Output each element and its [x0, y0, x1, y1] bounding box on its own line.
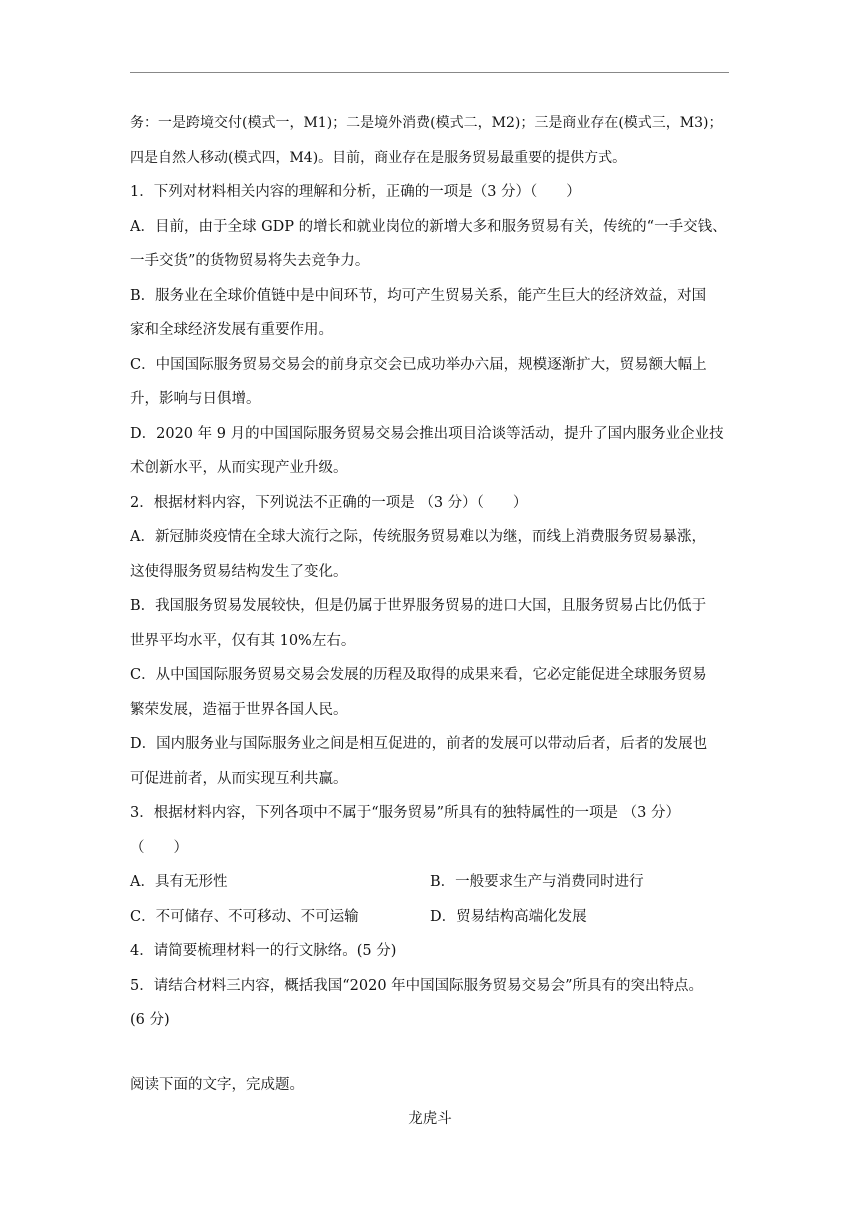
- q3-option-b: B．一般要求生产与消费同时进行: [430, 874, 644, 890]
- header-rule: [130, 72, 729, 73]
- q2-option-b: B．我国服务贸易发展较快，但是仍属于世界服务贸易的进口大国，且服务贸易占比仍低于: [130, 598, 707, 614]
- question-5-cont: (6 分): [130, 1012, 170, 1028]
- question-4: 4．请简要梳理材料一的行文脉络。(5 分): [130, 943, 397, 959]
- q1-option-b-cont: 家和全球经济发展有重要作用。: [130, 322, 333, 338]
- q2-option-c-cont: 繁荣发展，造福于世界各国人民。: [130, 701, 348, 718]
- q3-option-d: D．贸易结构高端化发展: [430, 908, 587, 925]
- section-gap: [130, 1038, 730, 1068]
- q3-option-a: A．具有无形性: [130, 874, 228, 890]
- question-3-stem: 3．根据材料内容，下列各项中不属于“服务贸易”所具有的独特属性的一项是 （3 分）: [130, 805, 680, 821]
- document-body: [130, 106, 730, 1137]
- q2-option-d: D．国内服务业与国际服务业之间是相互促进的，前者的发展可以带动后者，后者的发展也: [130, 736, 708, 752]
- story-title: 龙虎斗: [408, 1111, 452, 1127]
- q1-option-b: B．服务业在全球价值链中是中间环节，均可产生贸易关系，能产生巨大的经济效益，对国: [130, 287, 707, 304]
- q1-option-c: C．中国国际服务贸易交易会的前身京交会已成功举办六届，规模逐渐扩大，贸易额大幅上: [130, 356, 707, 373]
- q1-option-a-cont: 一手交货”的货物贸易将失去竞争力。: [130, 253, 370, 269]
- q2-option-b-cont: 世界平均水平，仅有其 10%左右。: [130, 632, 356, 649]
- question-2-stem: 2．根据材料内容，下列说法不正确的一项是 （3 分）（ ）: [130, 494, 528, 511]
- q3-options-row-2: [130, 900, 730, 935]
- q3-options-row-1: [130, 865, 730, 900]
- q2-option-d-cont: 可促进前者，从而实现互利共赢。: [130, 770, 348, 787]
- q1-option-a: A．目前，由于全球 GDP 的增长和就业岗位的新增大多和服务贸易有关，传统的“一手交钱、: [130, 218, 727, 235]
- q2-option-c: C．从中国国际服务贸易交易会发展的历程及取得的成果来看，它必定能促进全球服务贸易: [130, 667, 707, 683]
- q1-option-c-cont: 升，影响与日俱增。: [130, 391, 261, 407]
- reading-prompt: 阅读下面的文字，完成题。: [130, 1076, 304, 1093]
- intro-line: 四是自然人移动(模式四，M4)。目前，商业存在是服务贸易最重要的提供方式。: [130, 149, 627, 166]
- q2-option-a-cont: 这使得服务贸易结构发生了变化。: [130, 563, 348, 580]
- question-5: 5．请结合材料三内容，概括我国“2020 年中国国际服务贸易交易会”所具有的突出特点。: [130, 977, 704, 994]
- q3-option-c: C．不可储存、不可移动、不可运输: [130, 908, 359, 925]
- q2-option-a: A．新冠肺炎疫情在全球大流行之际，传统服务贸易难以为继，而线上消费服务贸易暴涨，: [130, 529, 706, 545]
- intro-line: 务：一是跨境交付(模式一，M1)；二是境外消费(模式二，M2)；三是商业存在(模式三，M3)；: [130, 115, 723, 131]
- question-1-stem: 1．下列对材料相关内容的理解和分析，正确的一项是（3 分）（ ）: [130, 184, 581, 200]
- q1-option-d-cont: 术创新水平，从而实现产业升级。: [130, 460, 348, 476]
- q1-option-d: D．2020 年 9 月的中国国际服务贸易交易会推出项目洽谈等活动，提升了国内服务业企业技: [130, 425, 724, 442]
- question-3-stem-cont: （ ）: [130, 839, 188, 856]
